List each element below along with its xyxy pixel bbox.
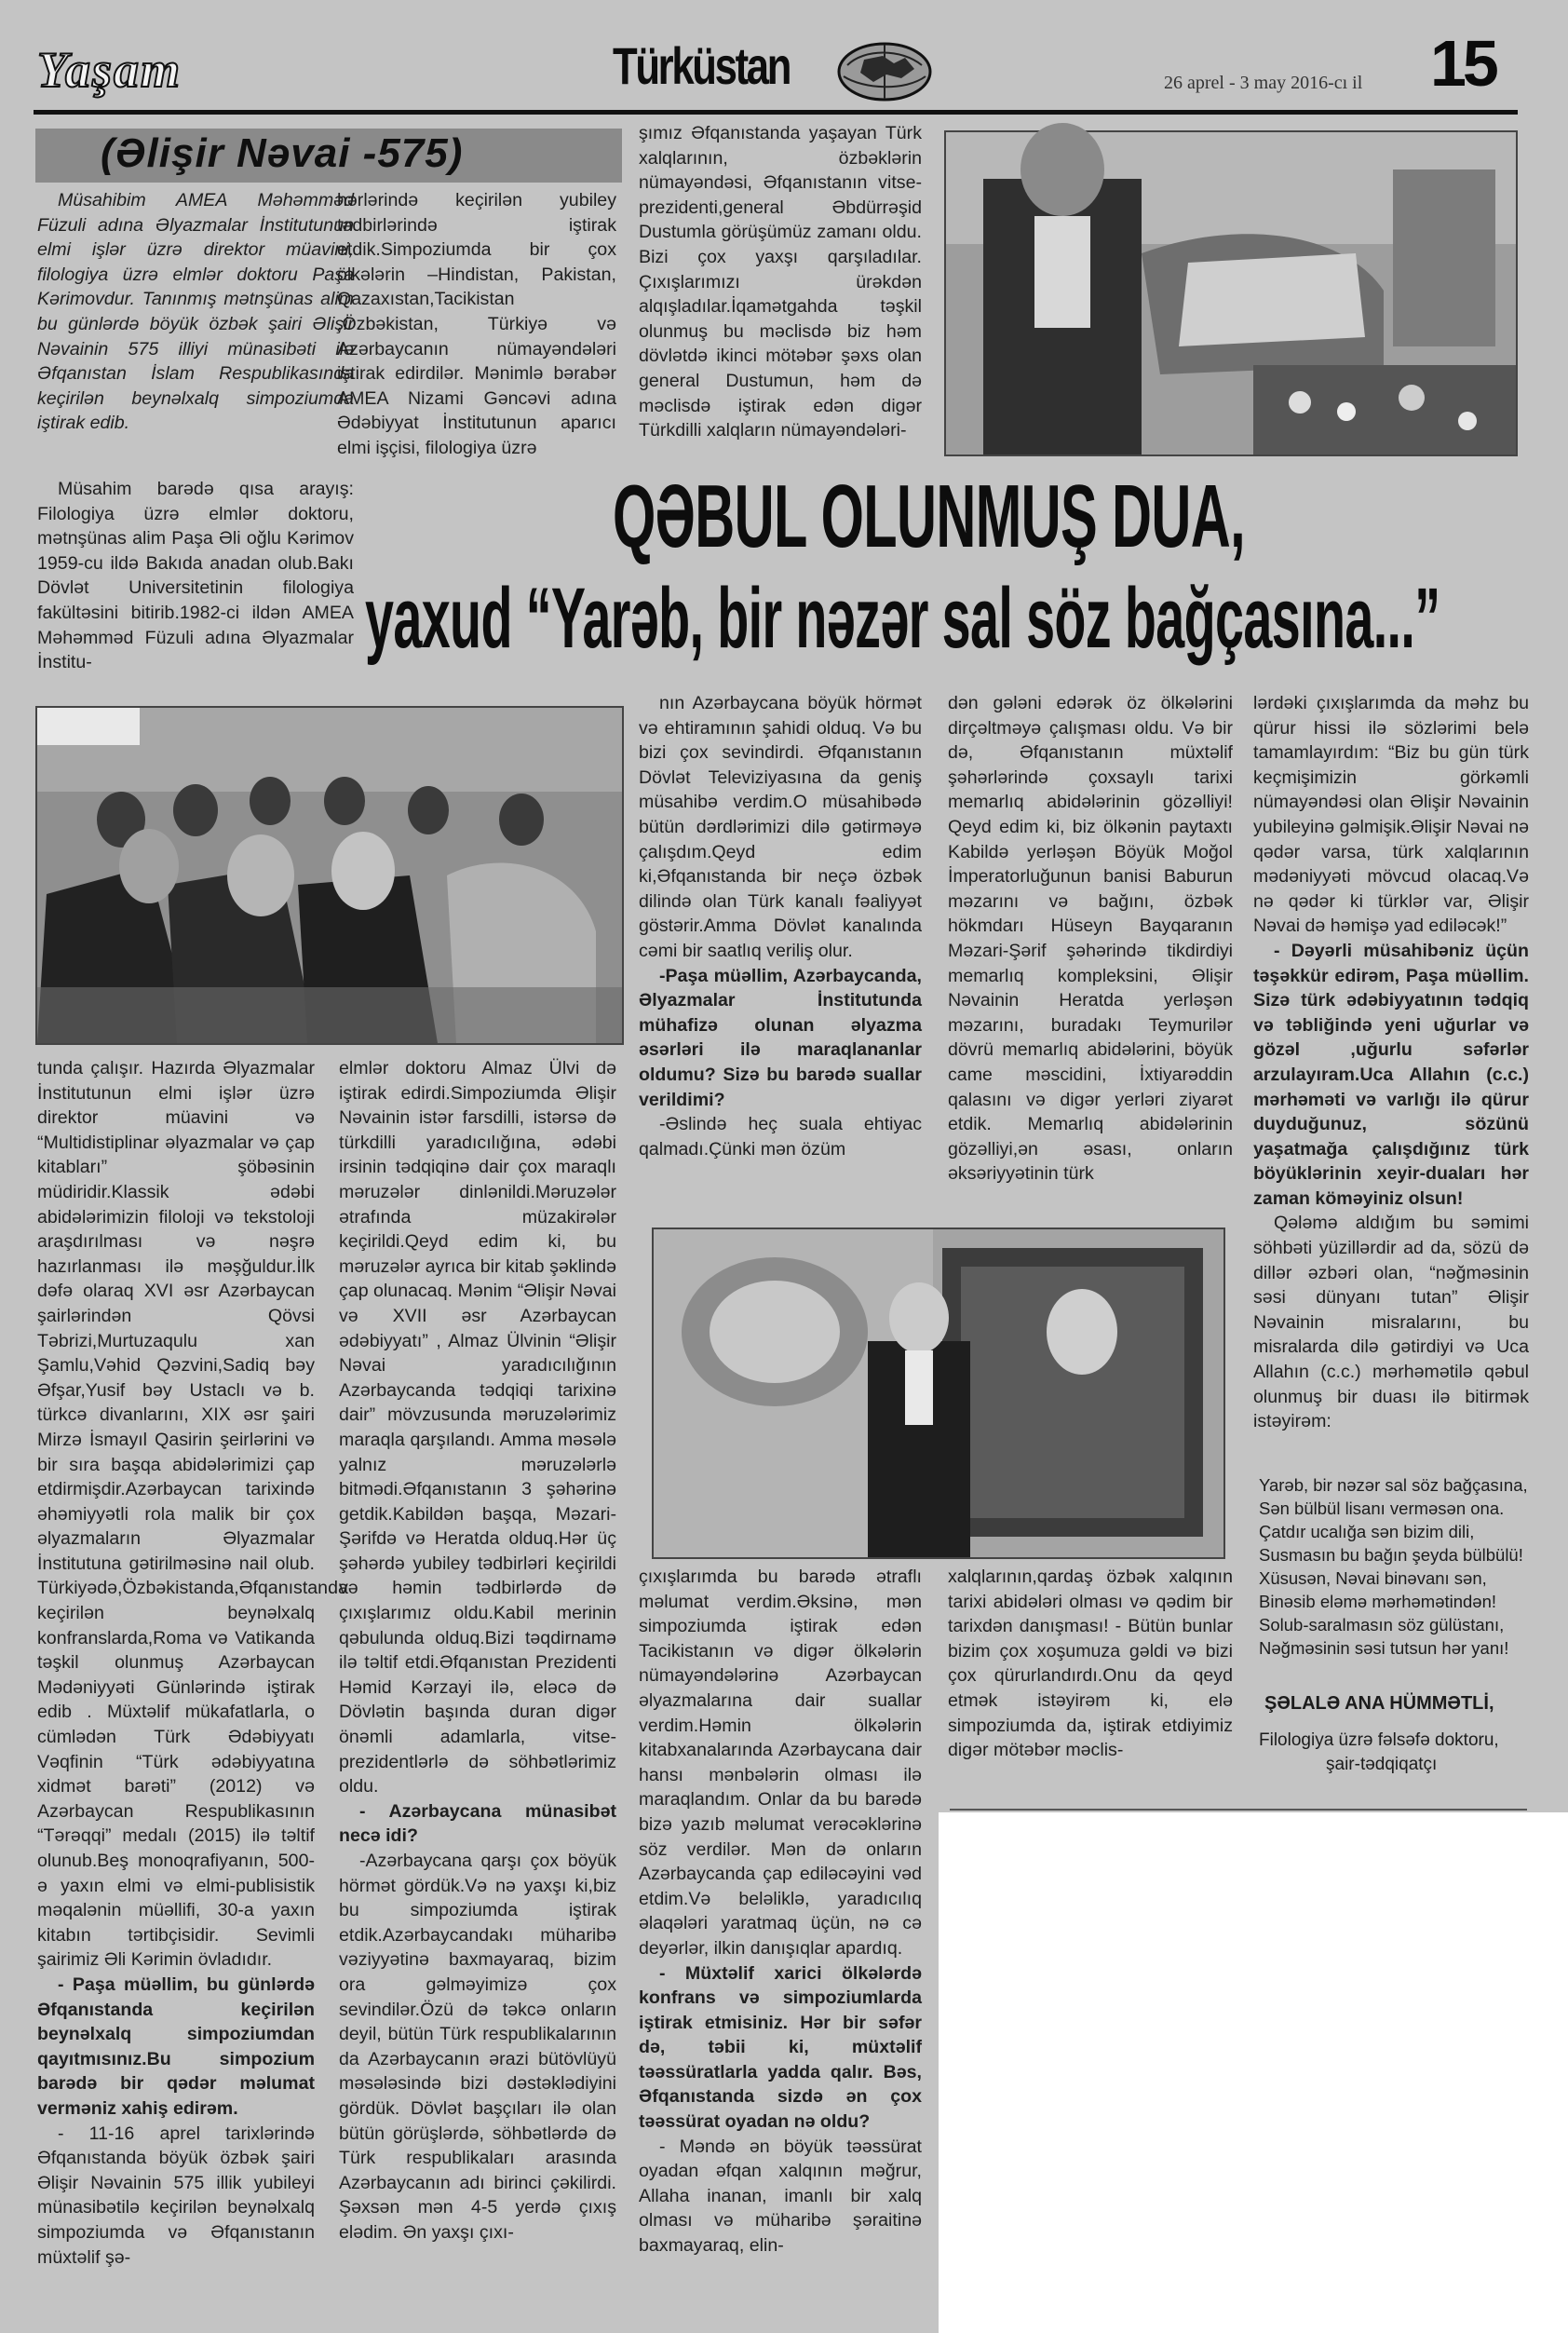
bio-text: Müsahim barədə qısa arayış: Filologiya üzrə elmlər doktoru, mətnşünas alim Paşa Əli oğlu Kərimov 1959-cu ildə Bakıda anadan olub.Bakı Dövlət Universitetinin filologiya fakültəsini bitirib.1982-ci ildən AMEA Məhəmməd Füzuli adına Əlyazmalar İnstitu-: [37, 479, 354, 673]
column5-text: lərdəki çıxışlarımda da məhz bu qürur hissi ilə sözlərimi belə tamamlayırdım: “Biz bu gün türk keçmişimizin görkəmli nümayəndəsi olan Əlişir Nəvainin yubileyinə gəlmişik.Əlişir Nəvai nə qədər varsa, türk xalqlarının mədəniyyəti mövcud olacaq.Və nə qədər ki türklər var, Əlişir Nəvai də həmişə yad ediləcək!” - Dəyərli müsahibəniz üçün təşəkkür edirəm, Paşa müəllim. Sizə türk ədəbiyyatının tədqiq və təbliğində yeni uğurlar və gözəl ,uğurlu səfərlər arzulayıram.Uca Allahın (c.c.) mərhəməti və varlığı ilə qürur duyduğunuz, sözünü yaşatmağa çalışdığınız türk böyüklərinin xeyir-duaları hər zaman köməyiniz olsun! Qələmə aldığım bu səmimi söhbəti yüzillərdir ad da, sözü də dillər əzbəri olan, “nəğməsinin səsi dünyanı tutan” Əlişir Nəvainin misralarını, bu misralarda dilə gətirdiyi və Uca Allahın (c.c.) mərhəmətilə qəbul olunmuş bir duası ilə bitirmək istəyirəm:: [1253, 693, 1529, 1432]
poem-line: Yarəb, bir nəzər sal söz bağçasına,: [1259, 1475, 1528, 1495]
poem-line: Binəsib eləmə mərhəmətindən!: [1259, 1592, 1497, 1611]
poem-line: Çatdır ucalığa sən bizim dili,: [1259, 1522, 1475, 1541]
poem-line: Sən bülbül lisanı verməsən ona.: [1259, 1499, 1505, 1518]
headline-line1: QƏBUL OLUNMUŞ DUA,: [613, 467, 1246, 566]
column4-top: dən gələni edərək öz ölkələrini dirçəltməyə çalışması oldu. Və bir də, Əfqanıstanın müxtəlif şəhərlərində çoxsaylı tarixi memarlıq abidələrinin gözəlliyi! Qeyd edim ki, biz ölkənin paytaxtı Kabildə yerləşən Böyük Moğol İmperatorluğunun banisi Baburun məzarını və bağını, özbək hökmdarı Hüseyn Bayqaranın Məzari-Şərif şəhərində tikdirdiyi memarlıq kompleksini, Əlişir Nəvainin Heratda yerləşən məzarını, buradakı Teymurilər dövrü memarlıq abidələrini, böyük came məscidini, İxtiyarəddin qalasını və digər yerləri ziyarət etdik. Memarlıq abidələrinin gözəlliyi,ən əsası, onların əksəriyyətinin türk: [948, 693, 1233, 1185]
column1-bottom: tunda çalışır. Hazırda Əlyazmalar İnstitutunun elmi işlər üzrə direktor müavini və “Multidistiplinar əlyazmalar və çap kitabları” şöbəsinin müdiridir.Klassik ədəbi abidələrimizin filoloji və tekstoloji araşdırılması və nəşrə hazırlanması ilə məşğuldur.İlk dəfə olaraq XVI əsr Azərbaycan şairlərindən Qövsi Təbrizi,Murtuzaqulu xan Şamlu,Vəhid Qəzvini,Sadiq bəy Əfşar,Yusif bəy Ustaclı və b. türkcə divanlarını, XIX əsr şairi Mirzə İsmayıl Qasirin şeirlərini və bir sıra başqa abidələrimizi çap etdirmişdir.Azərbaycan tarixində əhəmiyyətli rola malik bir çox əlyazmaların Əlyazmalar İnstitutuna gətirilməsinə nail olub. Türkiyədə,Özbəkistanda,Əfqanıstanda keçirilən beynəlxalq konfranslarda,Roma və Vatikanda təşkil olunmuş Azərbaycan Mədəniyyəti Günlərində iştirak edib . Müxtəlif mükafatlarla, o cümlədən Türk Ədəbiyyatı Vəqfinin “Türk ədəbiyyatına xidmət barəti” (2012) və Azərbaycan Respublikasının “Tərəqqi” medalı (2015) ilə təltif olunub.Beş monoqrafiyanın, 500-ə yaxın elmi və elmi-publisistik məqalənin müəllifi, 30-a yaxın kitabın tərtibçisidir. Sevimli şairimiz Əli Kərimin övladıdır. - Paşa müəllim, bu günlərdə Əfqanıstanda keçirilən beynəlxalq simpoziumdan qayıtmısınız.Bu simpozium barədə bir qədər məlumat verməniz xahiş edirəm. - 11-16 aprel tarixlərində Əfqanıstanda böyük özbək şairi Əlişir Nəvainin 575 illik yubileyi münasibətilə keçirilən beynəlxalq simpoziumda və Əfqanıstanın müxtəlif şə-: [37, 1058, 348, 2268]
section-title: Yaşam: [37, 42, 182, 98]
poem: [1259, 1473, 1528, 1660]
poem-line: Nəğməsinin səsi tutsun hər yanı!: [1259, 1638, 1509, 1658]
divider-line: [950, 1809, 1527, 1811]
page-number: 15: [1430, 27, 1495, 100]
column3-bottom: çıxışlarımda bu barədə ətraflı məlumat verdim.Əksinə, mən simpoziumda iştirak edən Tacikistanın və digər ölkələrin nümayəndələrinə Azərbaycan əlyazmalarına dair suallar verdim.Həmin ölkələrin kitabxanalarında Azərbaycana dair hansı mənbələrin olması ilə maraqlandım. Onlar da bu barədə bizə yazıb məlumat verəcəklərinə söz verdilər. Mən də onların Azərbaycanda çap ediləcəyini vəd etdim.Və beləliklə, yaradıcılıq əlaqələri yaratmaq üçün, nə cə deyərlər, ilkin danışıqlar apardıq. - Müxtəlif xarici ölkələrdə konfrans və simpoziumlarda iştirak etmisiniz. Hər bir səfər də, təbii ki, müxtəlif təəssüratlarla yadda qalır. Bəs, Əfqanıstanda sizdə ən çox təəssürat oyadan nə oldu? - Məndə ən böyük təəssürat oyadan əfqan xalqının məğrur, Allaha inanan, imanlı bir xalq olması və müharibə şəraitinə baxmayaraq, elin-: [639, 1567, 922, 2257]
photo-symposium: [35, 706, 624, 1045]
header-rule: [34, 110, 1518, 115]
intro-text: Müsahibim AMEA Məhəmməd Füzuli adına Əlyazmalar İnstitutunun elmi işlər üzrə direktor müavini, filologiya üzrə elmlər doktoru Paşa Kərimovdur. Tanınmış mətnşünas alim bu günlərdə böyük özbək şairi Əlişir Nəvainin 575 illiyi münasibəti ilə Əfqanıstan İslam Respublikasında keçirilən beynəlxalq simpoziumda iştirak edib.: [37, 190, 354, 434]
author-title: şair-tədqiqatçı: [1326, 1755, 1438, 1774]
blank-area: [939, 1812, 1568, 2333]
column3-middle: nın Azərbaycana böyük hörmət və ehtiramının şahidi olduq. Və bu bizi çox sevindirdi. Əfqanıstanın Dövlət Televiziyasına da geniş müsahibə verdim.O müsahibədə bütün dərdlərimizi dilə gətirməyə çalışdım.Qeyd edim ki,Əfqanıstanda bir neçə özbək dilində olan Türk kanalı fəaliyyət göstərir.Amma Dövlət kanalında cəmi bir saatlıq veriliş olur. -Paşa müəllim, Azərbaycanda, Əlyazmalar İnstitutunda mühafizə olunan əlyazma əsərləri ilə maraqlananlar oldumu? Sizə bu barədə suallar verildimi? -Əslində heç suala ehtiyac qalmadı.Çünki mən özüm: [639, 693, 922, 1160]
photo-portrait-manuscript: [652, 1228, 1225, 1559]
author-title: Filologiya üzrə fəlsəfə doktoru,: [1259, 1730, 1499, 1750]
poem-line: Solub-saralmasın söz gülüstanı,: [1259, 1615, 1505, 1634]
poem-line: Xüsusən, Nəvai binəvanı sən,: [1259, 1568, 1487, 1588]
poem-line: Susmasın bu bağın şeyda bülbülü!: [1259, 1545, 1523, 1565]
column3-top: şımız Əfqanıstanda yaşayan Türk xalqlarının, özbəklərin nümayəndəsi, Əfqanıstanın vitse-prezidenti,general Əbdürrəşid Dustumla görüşümüz zamanı oldu. Bizi çox yaxşı qarşıladılar. Çıxışlarımızı ürəkdən alqışladılar.İqamətgahda təşkil olunmuş bu məclisdə biz həm dövlətdə ikinci mötəbər şəxs olan general Dustumun, həm də məclisdə iştirak edən digər Türkdilli xalqların nümayəndələri-: [639, 123, 922, 441]
newspaper-title: Türküstan: [613, 36, 791, 95]
column2-bottom: elmlər doktoru Almaz Ülvi də iştirak edirdi.Simpoziumda Əlişir Nəvainin istər farsdilli, istərsə də türkdilli yaradıcılığına, ədəbi irsinin tədqiqinə dair çox maraqlı məruzələr dinlənildi.Məruzələr ətrafında müzakirələr keçirildi.Qeyd edim ki, bu məruzələr ayrıca bir kitab şəklində çap olunacaq. Mənim “Əlişir Nəvai və XVII əsr Azərbaycan ədəbiyyatı” , Almaz Ülvinin “Əlişir Nəvai yaradıcılığının Azərbaycanda tədqiqi tarixinə dair” mövzusunda məruzələrimiz maraqla qarşılandı. Amma məsələ yalnız məruzələrlə bitmədi.Əfqanıstanın 3 şəhərinə getdik.Kabildən başqa, Məzari-Şərifdə və Heratda olduq.Hər üç şəhərdə yubiley tədbirləri keçirildi və həmin tədbirlərdə də çıxışlarımız oldu.Kabil merinin qəbulunda olduq.Bizi təqdirnamə ilə təltif etdi.Əfqanıstan Prezidenti Həmid Kərzayi ilə, eləcə də Dövlətin başında duran digər önəmli adamlarla, vitse-prezidentlərlə də söhbətlərimiz oldu. - Azərbaycana münasibət necə idi? -Azərbaycana qarşı çox böyük hörmət gördük.Və nə yaxşı ki,biz bu simpoziumda iştirak etdik.Azərbaycandakı müharibə vəziyyətinə baxmayaraq, bizim ora gəlməyimizə çox sevindilər.Özü də təkcə onların deyil, bütün Türk respublikalarının da Azərbaycanın ərazi bütövlüyü məsələsində bizi dəstəklədiyini gördük. Dövlət başçıları ilə olan bütün görüşlərdə, söhbətlərdə də Türk respublikaları arasında Azərbaycanın adı birinci çəkilirdi. Şəxsən mən 4-5 yerdə çıxış elədim. Ən yaxşı çıxı-: [339, 1058, 616, 2243]
kicker-title: (Əlişir Nəvai -575): [101, 130, 464, 176]
issue-date: 26 aprel - 3 may 2016-cı il: [1164, 73, 1363, 93]
headline-line2: yaxud “Yarəb, bir nəzər sal söz bağçasına...”: [365, 571, 1440, 666]
photo-tomb-visit: [944, 130, 1518, 456]
globe-icon: [836, 41, 933, 102]
column4-bottom: xalqlarının,qardaş özbək xalqının tarixi abidələri olması və qədim bir tarixdən danışması! - Bütün bunlar bizim çox xoşumuza gəldi və bizi çox qürurlandırdı.Onu da qeyd etmək istəyirəm ki, elə simpoziumda da, iştirak etdiyimiz digər mötəbər məclis-: [948, 1567, 1233, 1761]
column2-top: hərlərində keçirilən yubiley tədbirlərində iştirak etdik.Simpoziumda bir çox ölkələrin –Hindistan, Pakistan, Qazaxıstan,Tacikistan ,Özbəkistan, Türkiyə və Azərbaycanın nümayəndələri iştirak edirdilər. Mənimlə bərabər AMEA Nizami Gəncəvi adına Ədəbiyyat İnstitutunun aparıcı elmi işçisi, filologiya üzrə: [337, 190, 616, 458]
author-name: ŞƏLALƏ ANA HÜMMƏTLİ,: [1264, 1693, 1494, 1714]
